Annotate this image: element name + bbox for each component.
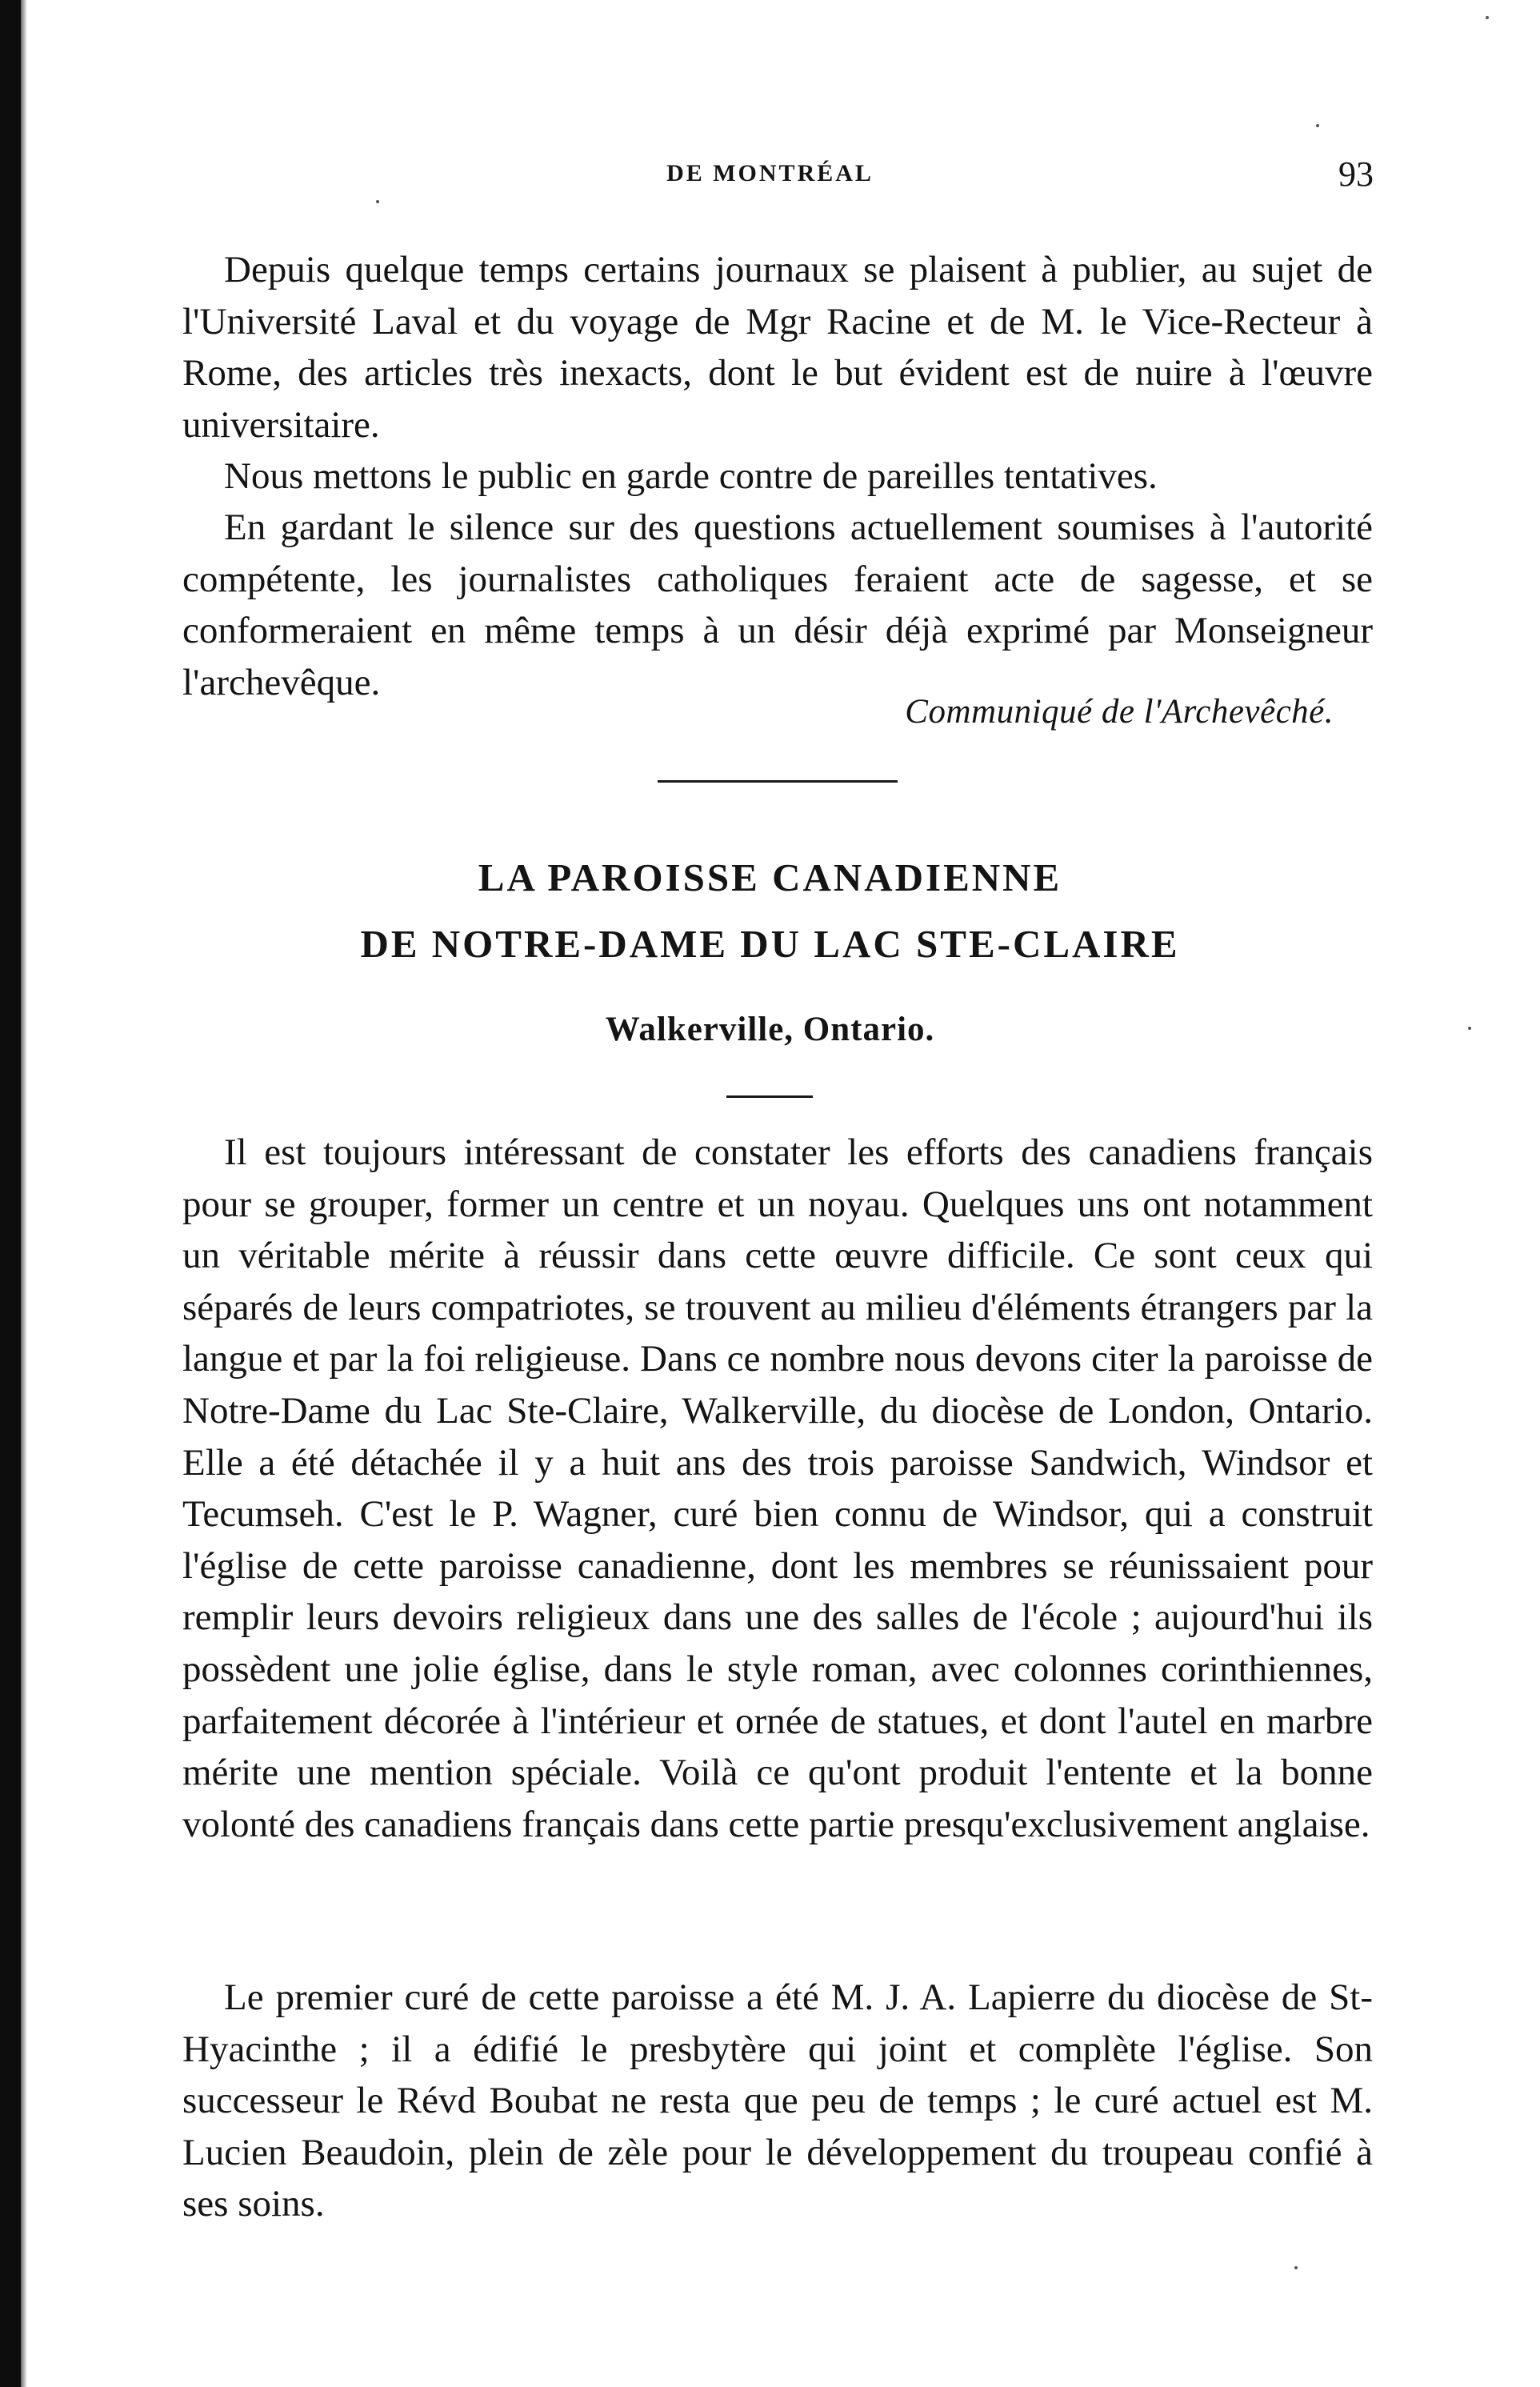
notice-paragraph: En gardant le silence sur des questions actuellement soumises à l'autorité compétente, les journalistes catholiques feraient acte de sagesse, et se conformeraient en même temps à un désir déjà exprimé par Monseigneur l'archevêque. [182, 507, 1373, 703]
running-title: DE MONTRÉAL [666, 160, 874, 186]
article-title-line-2: DE NOTRE-DAME DU LAC STE-CLAIRE [360, 922, 1180, 966]
scan-speck [1486, 16, 1489, 19]
scan-binding-shadow [21, 0, 27, 2387]
article-title-line-1: LA PAROISSE CANADIENNE [478, 855, 1062, 899]
page-number: 93 [1338, 154, 1374, 194]
scan-binding-edge [0, 0, 21, 2387]
notice-paragraph: Depuis quelque temps certains journaux se plaisent à publier, au sujet de l'Université Laval et du voyage de Mgr Racine et de M. le Vice-Recteur à Rome, des articles très inexacts, dont le but évident est de nuire à l'œuvre universitaire. [182, 249, 1373, 446]
running-header [0, 154, 1540, 202]
section-divider [658, 780, 898, 783]
article-paragraph: Il est toujours intéressant de constater les efforts des canadiens français pour se grouper, former un centre et un noyau. Quelques uns ont notamment un véritable mérite à réussir dans cette œuvre difficile. Ce sont ceux qui séparés de leurs compatriotes, se trouvent au milieu d'éléments étrangers par la langue et par la foi religieuse. Dans ce nombre nous devons citer la paroisse de Notre-Dame du Lac Ste-Claire, Walkerville, du diocèse de London, Ontario. Elle a été détachée il y a huit ans des trois paroisse Sandwich, Windsor et Tecumseh. C'est le P. Wagner, curé bien connu de Windsor, qui a construit l'église de cette paroisse canadienne, dont les membres se réunissaient pour remplir leurs devoirs religieux dans une des salles de l'école ; aujourd'hui ils possèdent une jolie église, dans le style roman, avec colonnes corinthiennes, parfaitement décorée à l'intérieur et ornée de statues, et dont l'autel en marbre mérite une mention spéciale. Voilà ce qu'ont produit l'entente et la bonne volonté des canadiens français dans cette partie presqu'exclusivement anglaise. [182, 1131, 1373, 1845]
subtitle-divider [726, 1095, 813, 1098]
scan-speck [1294, 2266, 1298, 2269]
article-paragraph: Le premier curé de cette paroisse a été M. J. A. Lapierre du diocèse de St-Hyacinthe ; il a édifié le presbytère qui joint et complète l'église. Son successeur le Révd Boubat ne resta que peu de temps ; le curé actuel est M. Lucien Beaudoin, plein de zèle pour le développement du troupeau confié à ses soins. [182, 1976, 1373, 2225]
scan-speck [1316, 124, 1319, 127]
article-subtitle: Walkerville, Ontario. [605, 1011, 935, 1048]
notice-paragraph: Nous mettons le public en garde contre de pareilles tentatives. [224, 455, 1158, 497]
notice-signature: Communiqué de l'Archevêché. [905, 693, 1334, 731]
